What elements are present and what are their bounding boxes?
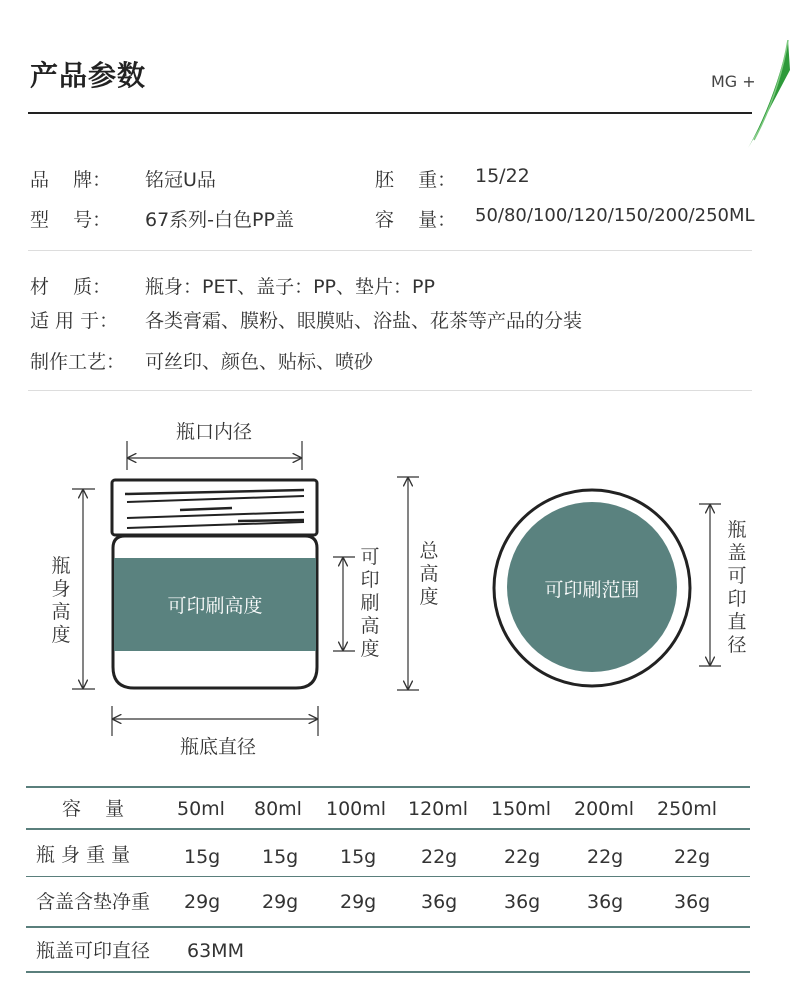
material-label: 材 质： bbox=[30, 276, 112, 298]
svg-text:印: 印 bbox=[727, 588, 747, 610]
table-cell: 36g bbox=[504, 891, 541, 913]
svg-text:直: 直 bbox=[727, 611, 747, 633]
craft-value: 可丝印、颜色、贴标、喷砂 bbox=[145, 351, 374, 373]
table-row bbox=[0, 830, 790, 878]
brand-value: 铭冠U品 bbox=[145, 169, 216, 191]
svg-text:瓶: 瓶 bbox=[51, 555, 71, 577]
table-cell: 29g bbox=[262, 891, 299, 913]
header-divider bbox=[28, 112, 752, 114]
svg-text:盖: 盖 bbox=[727, 542, 747, 564]
table-cell: 50ml bbox=[177, 798, 225, 820]
table-cell: 29g bbox=[340, 891, 377, 913]
table-header-row bbox=[0, 786, 790, 830]
table-cell: 200ml bbox=[574, 798, 635, 820]
table-cell: 22g bbox=[587, 846, 624, 868]
print-range-label: 可印刷范围 bbox=[544, 579, 640, 601]
jar-body bbox=[113, 536, 317, 688]
svg-text:高: 高 bbox=[419, 563, 439, 585]
craft-label: 制作工艺： bbox=[30, 351, 126, 373]
model-value: 67系列-白色PP盖 bbox=[145, 209, 294, 231]
svg-text:高: 高 bbox=[51, 601, 71, 623]
table-cell: 22g bbox=[674, 846, 711, 868]
section-divider bbox=[28, 250, 752, 251]
section-divider bbox=[28, 390, 752, 391]
svg-text:印: 印 bbox=[360, 569, 380, 591]
mouth-diameter-label: 瓶口内径 bbox=[175, 421, 253, 443]
table-cell: 36g bbox=[674, 891, 711, 913]
spec-table bbox=[0, 786, 790, 973]
svg-text:径: 径 bbox=[727, 634, 747, 656]
svg-text:瓶: 瓶 bbox=[727, 519, 747, 541]
table-cell: 22g bbox=[504, 846, 541, 868]
svg-text:刷: 刷 bbox=[360, 592, 380, 614]
body-height-label bbox=[51, 555, 70, 646]
model-label: 型 号： bbox=[30, 209, 112, 231]
page-title: 产品参数 bbox=[30, 59, 147, 92]
svg-text:度: 度 bbox=[51, 624, 71, 646]
body-weight-label: 瓶 身 重 量 bbox=[36, 844, 131, 866]
table-cell: 15g bbox=[184, 846, 221, 868]
table-row bbox=[0, 928, 790, 973]
table-cell: 250ml bbox=[657, 798, 718, 820]
jar-dimension-diagram bbox=[0, 400, 790, 780]
usage-label: 适 用 于： bbox=[30, 310, 119, 332]
leaf-icon bbox=[744, 40, 790, 152]
jar-cap bbox=[112, 480, 317, 535]
cap-print-diameter-label bbox=[727, 519, 746, 656]
capacity-label: 容 量： bbox=[375, 209, 457, 231]
table-cell: 100ml bbox=[326, 798, 387, 820]
weight-label: 胚 重： bbox=[375, 169, 457, 191]
table-cell: 36g bbox=[587, 891, 624, 913]
capacity-header-label: 容 量 bbox=[62, 798, 125, 820]
svg-text:度: 度 bbox=[360, 638, 380, 660]
print-height-side-label bbox=[360, 546, 379, 660]
cap-diameter-value: 63MM bbox=[187, 940, 244, 962]
table-cell: 15g bbox=[340, 846, 377, 868]
table-cell: 22g bbox=[421, 846, 458, 868]
table-cell: 15g bbox=[262, 846, 299, 868]
capacity-value: 50/80/100/120/150/200/250ML bbox=[475, 205, 755, 226]
table-cell: 120ml bbox=[408, 798, 469, 820]
base-diameter-label: 瓶底直径 bbox=[179, 736, 257, 758]
usage-value: 各类膏霜、膜粉、眼膜贴、浴盐、花茶等产品的分装 bbox=[145, 310, 583, 332]
total-height-label bbox=[419, 540, 439, 608]
svg-text:度: 度 bbox=[419, 586, 439, 608]
brand-mark: MG + bbox=[711, 72, 756, 91]
weight-value: 15/22 bbox=[475, 165, 530, 187]
table-row bbox=[0, 878, 790, 928]
material-value: 瓶身：PET、盖子：PP、垫片：PP bbox=[145, 276, 435, 298]
printable-height-label: 可印刷高度 bbox=[167, 595, 263, 617]
table-cell: 29g bbox=[184, 891, 221, 913]
svg-text:可: 可 bbox=[727, 565, 747, 587]
table-cell: 150ml bbox=[491, 798, 552, 820]
table-cell: 36g bbox=[421, 891, 458, 913]
svg-text:总: 总 bbox=[419, 540, 439, 562]
brand-label: 品 牌： bbox=[30, 169, 112, 191]
svg-text:身: 身 bbox=[51, 578, 71, 600]
cap-diameter-label: 瓶盖可印直径 bbox=[36, 940, 151, 962]
svg-text:高: 高 bbox=[360, 615, 380, 637]
cap-top-view bbox=[494, 490, 690, 686]
table-cell: 80ml bbox=[254, 798, 302, 820]
net-weight-label: 含盖含垫净重 bbox=[36, 891, 151, 913]
svg-text:可: 可 bbox=[360, 546, 380, 568]
